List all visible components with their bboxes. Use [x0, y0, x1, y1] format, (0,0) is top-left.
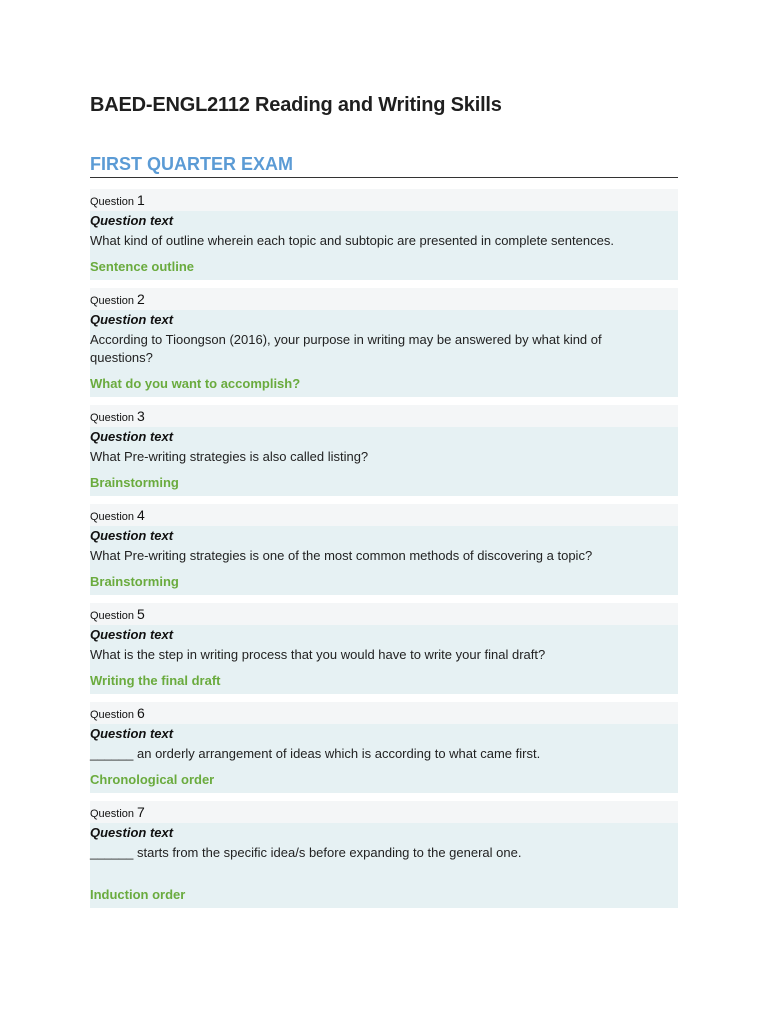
- question-text: ______ an orderly arrangement of ideas which is according to what came first.: [90, 746, 541, 761]
- question-text: ______ starts from the specific idea/s before expanding to the general one.: [90, 845, 522, 860]
- question-number: 5: [137, 606, 145, 622]
- question-header: [90, 189, 678, 211]
- question-header: [90, 702, 678, 724]
- answer-text: Chronological order: [90, 772, 215, 787]
- question-word: Question: [90, 511, 135, 523]
- question-body: [90, 823, 678, 908]
- question-word: Question: [90, 808, 135, 820]
- question-number: 2: [137, 291, 145, 307]
- question-text: What is the step in writing process that you would have to write your final draft?: [90, 647, 546, 662]
- question-text: What kind of outline wherein each topic and subtopic are presented in complete sentences.: [90, 233, 614, 248]
- question-word: Question: [90, 709, 135, 721]
- answer-text: Induction order: [90, 887, 186, 902]
- question-text-label: Question text: [90, 213, 174, 228]
- question-number: 7: [137, 804, 145, 820]
- question-number: 1: [137, 192, 145, 208]
- question-word: Question: [90, 412, 135, 424]
- question-body: [90, 526, 678, 595]
- question-number: 6: [137, 705, 145, 721]
- answer-text: Writing the final draft: [90, 673, 221, 688]
- question-body: [90, 211, 678, 280]
- question-text: According to Tioongson (2016), your purpose in writing may be answered by what kind of questions?: [90, 332, 602, 365]
- question-word: Question: [90, 610, 135, 622]
- question-text: What Pre-writing strategies is also called listing?: [90, 449, 369, 464]
- question-5: [90, 603, 678, 694]
- question-body: [90, 724, 678, 793]
- question-number: 3: [137, 408, 145, 424]
- answer-text: Brainstorming: [90, 574, 179, 589]
- question-word: Question: [90, 196, 135, 208]
- question-1: [90, 189, 678, 280]
- question-text-label: Question text: [90, 825, 174, 840]
- question-body: [90, 310, 678, 397]
- question-2: [90, 288, 678, 397]
- question-header: [90, 288, 678, 310]
- question-7: [90, 801, 678, 908]
- question-body: [90, 427, 678, 496]
- question-header: [90, 603, 678, 625]
- question-header: [90, 801, 678, 823]
- question-6: [90, 702, 678, 793]
- question-3: [90, 405, 678, 496]
- question-body: [90, 625, 678, 694]
- section-heading: FIRST QUARTER EXAM: [90, 153, 678, 178]
- answer-text: Brainstorming: [90, 475, 179, 490]
- question-number: 4: [137, 507, 145, 523]
- question-header: [90, 504, 678, 526]
- question-text: What Pre-writing strategies is one of the most common methods of discovering a topic?: [90, 548, 593, 563]
- question-text-label: Question text: [90, 726, 174, 741]
- question-text-label: Question text: [90, 528, 174, 543]
- answer-text: What do you want to accomplish?: [90, 376, 301, 391]
- question-text-label: Question text: [90, 627, 174, 642]
- question-4: [90, 504, 678, 595]
- question-list: [90, 189, 678, 916]
- question-word: Question: [90, 295, 135, 307]
- question-text-label: Question text: [90, 312, 174, 327]
- question-header: [90, 405, 678, 427]
- answer-text: Sentence outline: [90, 259, 195, 274]
- question-text-label: Question text: [90, 429, 174, 444]
- document-title: BAED-ENGL2112 Reading and Writing Skills: [90, 94, 502, 116]
